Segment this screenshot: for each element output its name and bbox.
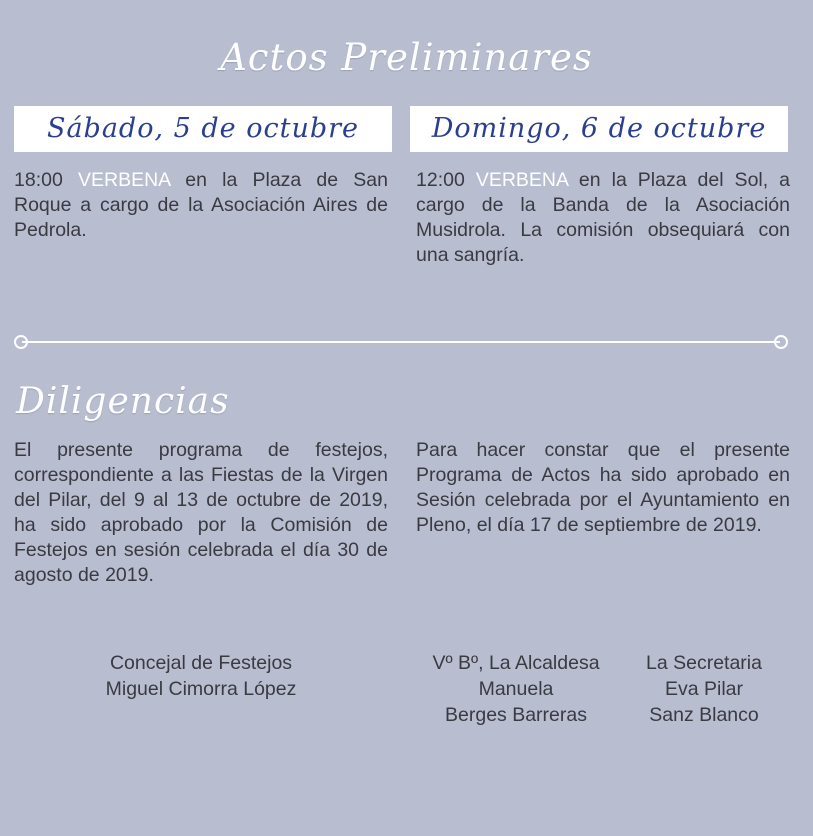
event-time-sunday: 12:00 xyxy=(416,169,465,191)
event-description-saturday: en la Plaza de San Roque a cargo de la Asociación Aires de Pedrola. xyxy=(14,169,388,241)
diligencias-columns xyxy=(14,438,790,588)
diligencias-column-left xyxy=(14,438,388,588)
diligencias-paragraph-left: El presente programa de festejos, correspondiente a las Fiestas de la Virgen del Pilar, del 9 al 13 de octubre de 2019, ha sido aprobado por la Comisión de Festejos en sesión celebrada el día 30 de agosto de 2019. xyxy=(14,439,388,586)
signature-block-alcaldesa xyxy=(416,650,616,728)
event-keyword-saturday: VERBENA xyxy=(77,169,171,191)
event-columns xyxy=(14,168,790,268)
signature-row xyxy=(14,650,790,728)
event-description-sunday: en la Plaza del Sol, a cargo de la Banda de la Asociación Musidrola. La comisión obsequiará con una sangría. xyxy=(416,169,791,266)
signature-role-alcaldesa: Vº Bº, La Alcaldesa xyxy=(432,652,600,674)
signature-name-alcaldesa-line1: Manuela xyxy=(478,678,554,700)
diligencias-column-right xyxy=(416,438,790,588)
signature-name-secretaria-line2: Sanz Blanco xyxy=(649,704,759,726)
event-text-saturday xyxy=(14,168,388,243)
signature-name-concejal: Miguel Cimorra López xyxy=(105,678,297,700)
circle-ring-icon-right xyxy=(774,335,788,349)
event-time-saturday: 18:00 xyxy=(14,169,63,191)
day-header-label-saturday: Sábado, 5 de octubre xyxy=(46,113,360,144)
event-column-sunday xyxy=(416,168,790,268)
event-text-sunday xyxy=(416,168,790,268)
section-divider xyxy=(14,334,788,350)
day-header-box-saturday xyxy=(14,106,392,152)
diligencias-title: Diligencias xyxy=(16,381,230,422)
signature-name-secretaria-line1: Eva Pilar xyxy=(664,678,744,700)
signature-group-left xyxy=(14,650,388,728)
page-title: Actos Preliminares xyxy=(220,36,593,79)
signature-name-alcaldesa-line2: Berges Barreras xyxy=(445,704,587,726)
divider-rule xyxy=(22,341,780,343)
signature-role-concejal: Concejal de Festejos xyxy=(109,652,293,674)
day-header-box-sunday xyxy=(410,106,788,152)
event-keyword-sunday: VERBENA xyxy=(475,169,568,191)
day-header-row xyxy=(14,106,788,152)
signature-block-secretaria xyxy=(618,650,790,728)
diligencias-paragraph-right: Para hacer constar que el presente Programa de Actos ha sido aprobado en Sesión celebrada por el Ayuntamiento en Pleno, el día 17 de septiembre de 2019. xyxy=(416,439,790,536)
signature-role-secretaria: La Secretaria xyxy=(646,652,762,674)
event-column-saturday xyxy=(14,168,388,268)
signature-group-right xyxy=(416,650,790,728)
day-header-label-sunday: Domingo, 6 de octubre xyxy=(431,113,767,144)
signature-block-concejal xyxy=(14,650,388,702)
